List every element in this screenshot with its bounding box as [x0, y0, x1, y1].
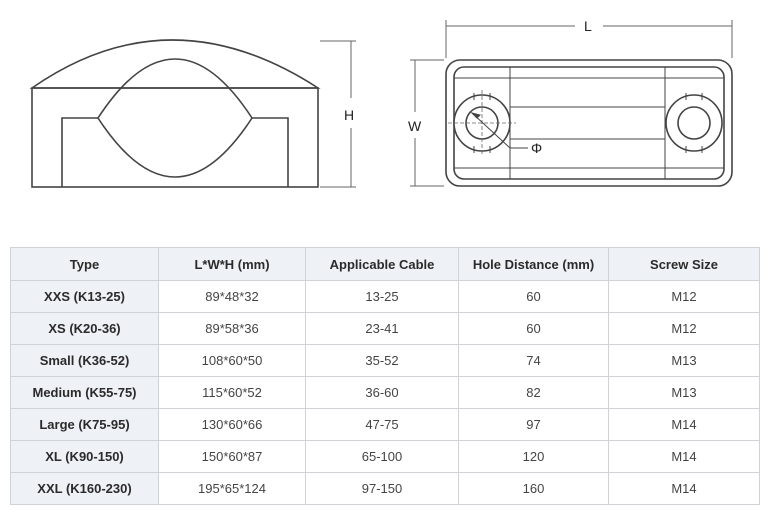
- diameter-label: Φ: [531, 140, 543, 156]
- hole-distance-cell: 82: [459, 377, 609, 409]
- side-view-drawing: [32, 40, 318, 187]
- table-row: [11, 281, 760, 313]
- cable-cell: 36-60: [306, 377, 459, 409]
- length-label: L: [584, 18, 592, 34]
- hole-distance-cell: 120: [459, 441, 609, 473]
- screw-size-cell: M14: [609, 441, 760, 473]
- table-row: [11, 377, 760, 409]
- header-type: Type: [11, 248, 159, 281]
- dimensions-cell: 89*48*32: [159, 281, 306, 313]
- cable-cell: 23-41: [306, 313, 459, 345]
- table-header-row: [11, 248, 760, 281]
- type-cell: XXL (K160-230): [11, 473, 159, 505]
- cable-cell: 65-100: [306, 441, 459, 473]
- type-cell: XS (K20-36): [11, 313, 159, 345]
- header-hole-distance: Hole Distance (mm): [459, 248, 609, 281]
- cable-cell: 47-75: [306, 409, 459, 441]
- hole-distance-cell: 97: [459, 409, 609, 441]
- hole-distance-cell: 74: [459, 345, 609, 377]
- type-cell: XL (K90-150): [11, 441, 159, 473]
- header-applicable-cable: Applicable Cable: [306, 248, 459, 281]
- dimensions-cell: 195*65*124: [159, 473, 306, 505]
- top-view-drawing: [446, 60, 732, 186]
- cable-cell: 97-150: [306, 473, 459, 505]
- type-cell: XXS (K13-25): [11, 281, 159, 313]
- dimensions-cell: 130*60*66: [159, 409, 306, 441]
- specification-table: [10, 247, 760, 505]
- header-screw-size: Screw Size: [609, 248, 760, 281]
- screw-size-cell: M12: [609, 313, 760, 345]
- hole-distance-cell: 160: [459, 473, 609, 505]
- screw-size-cell: M14: [609, 473, 760, 505]
- cable-cell: 35-52: [306, 345, 459, 377]
- hole-distance-cell: 60: [459, 313, 609, 345]
- table-row: [11, 473, 760, 505]
- table-row: [11, 345, 760, 377]
- table-row: [11, 441, 760, 473]
- cable-cell: 13-25: [306, 281, 459, 313]
- type-cell: Small (K36-52): [11, 345, 159, 377]
- dimensions-cell: 150*60*87: [159, 441, 306, 473]
- screw-size-cell: M14: [609, 409, 760, 441]
- header-dimensions: L*W*H (mm): [159, 248, 306, 281]
- table-row: [11, 409, 760, 441]
- dimensions-cell: 115*60*52: [159, 377, 306, 409]
- screw-size-cell: M13: [609, 345, 760, 377]
- type-cell: Medium (K55-75): [11, 377, 159, 409]
- width-label: W: [408, 118, 422, 134]
- table-row: [11, 313, 760, 345]
- technical-drawings: [0, 0, 773, 240]
- type-cell: Large (K75-95): [11, 409, 159, 441]
- dimensions-cell: 89*58*36: [159, 313, 306, 345]
- screw-size-cell: M13: [609, 377, 760, 409]
- dimensions-cell: 108*60*50: [159, 345, 306, 377]
- height-label: H: [344, 107, 355, 123]
- screw-size-cell: M12: [609, 281, 760, 313]
- hole-distance-cell: 60: [459, 281, 609, 313]
